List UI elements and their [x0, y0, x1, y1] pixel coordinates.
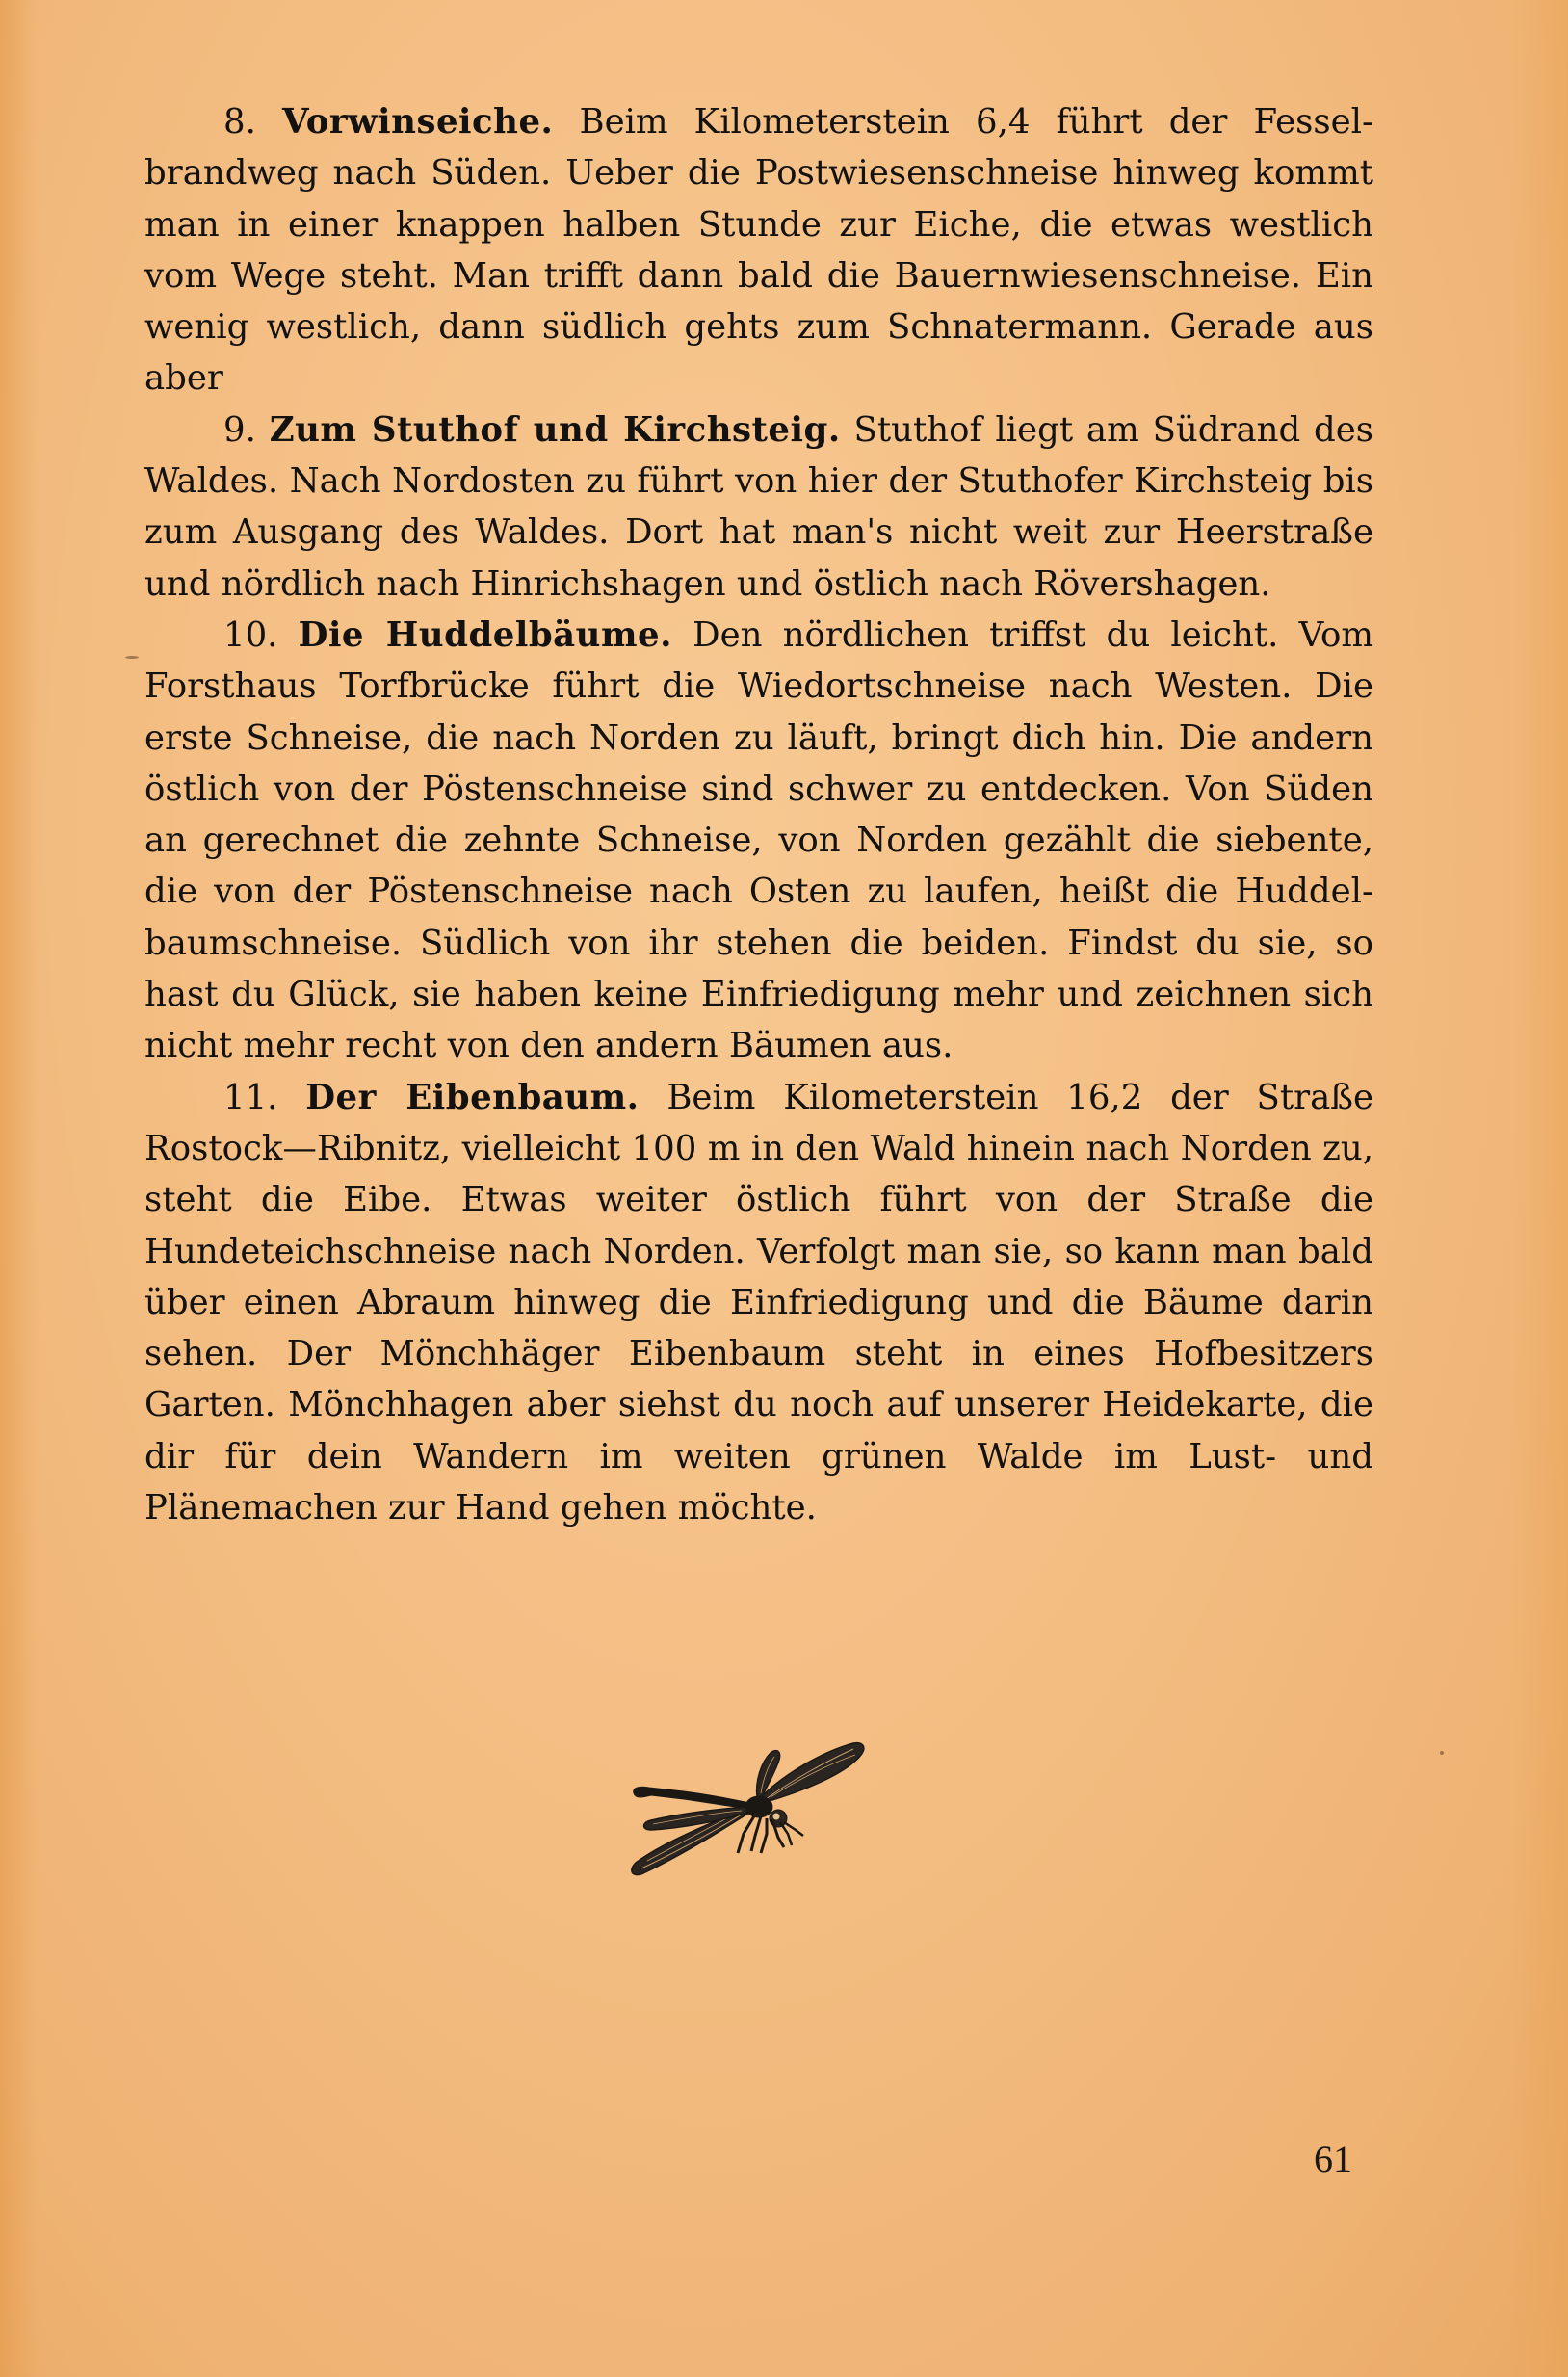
- paper-speck: [1440, 1751, 1444, 1755]
- dragonfly-illustration: [626, 1734, 867, 1902]
- paragraph-11: [144, 1072, 1373, 1534]
- paragraph-heading: Der Eibenbaum.: [305, 1077, 640, 1117]
- paragraph-10: [144, 610, 1373, 1072]
- paragraph-9: [144, 405, 1373, 610]
- paper-speck: [125, 656, 139, 659]
- page-edge-shadow-left: [0, 0, 39, 2377]
- paragraph-8: [144, 96, 1373, 405]
- paragraph-heading: Vorwinseiche.: [281, 102, 554, 142]
- dragonfly-icon: [626, 1734, 867, 1902]
- page-number: 61: [1314, 2137, 1352, 2181]
- paragraph-number: 10.: [223, 614, 278, 655]
- paragraph-body: Beim Kilometerstein 6,4 führt der Fesselbrandweg nach Süden. Ueber die Postwiesenschneise hinweg kommt man in einer knappen halben Stunde zur Eiche, die etwas westlich vom Wege steht. Man trifft dann bald die Bauernwiesenschneise. Ein wenig westlich, dann südlich gehts zum Schnatermann. Gerade aus aber: [144, 102, 1373, 399]
- paragraph-heading: Die Huddelbäume.: [298, 614, 672, 655]
- paragraph-number: 11.: [223, 1077, 278, 1117]
- paragraph-body: Den nördlichen triffst du leicht. Vom Forsthaus Torfbrücke führt die Wiedortschneise nach Westen. Die erste Schneise, die nach Norden zu läuft, bringt dich hin. Die andern östlich von der Pöstenschneise sind schwer zu entdecken. Von Süden an gerechnet die zehnte Schneise, von Norden gezählt die siebente, die von der Pöstenschneise nach Osten zu laufen, heißt die Huddelbaumschneise. Südlich von ihr stehen die beiden. Findst du sie, so hast du Glück, sie haben keine Einfriedigung mehr und zeichnen sich nicht mehr recht von den andern Bäumen aus.: [144, 614, 1373, 1066]
- paragraph-number: 8.: [223, 102, 256, 142]
- paragraph-number: 9.: [223, 409, 256, 450]
- page-edge-shadow-right: [1510, 0, 1568, 2377]
- paragraph-body: Beim Kilometerstein 16,2 der Straße Rostock—Ribnitz, vielleicht 100 m in den Wald hinein nach Norden zu, steht die Eibe. Etwas weiter östlich führt von der Straße die Hundeteichschneise nach Norden. Verfolgt man sie, so kann man bald über einen Abraum hinweg die Einfriedigung und die Bäume darin sehen. Der Mönchhäger Eibenbaum steht in eines Hofbesitzers Garten. Mönchhagen aber siehst du noch auf unserer Heidekarte, die dir für dein Wandern im weiten grünen Walde im Lust- und Plänemachen zur Hand gehen möchte.: [144, 1077, 1373, 1528]
- paragraph-body: Stuthof liegt am Südrand des Waldes. Nach Nordosten zu führt von hier der Stuthofer Kirchsteig bis zum Ausgang des Waldes. Dort hat man's nicht weit zur Heerstraße und nördlich nach Hinrichshagen und östlich nach Rövershagen.: [144, 409, 1373, 604]
- paragraph-heading: Zum Stuthof und Kirchsteig.: [269, 409, 841, 450]
- page-text: [144, 96, 1373, 1533]
